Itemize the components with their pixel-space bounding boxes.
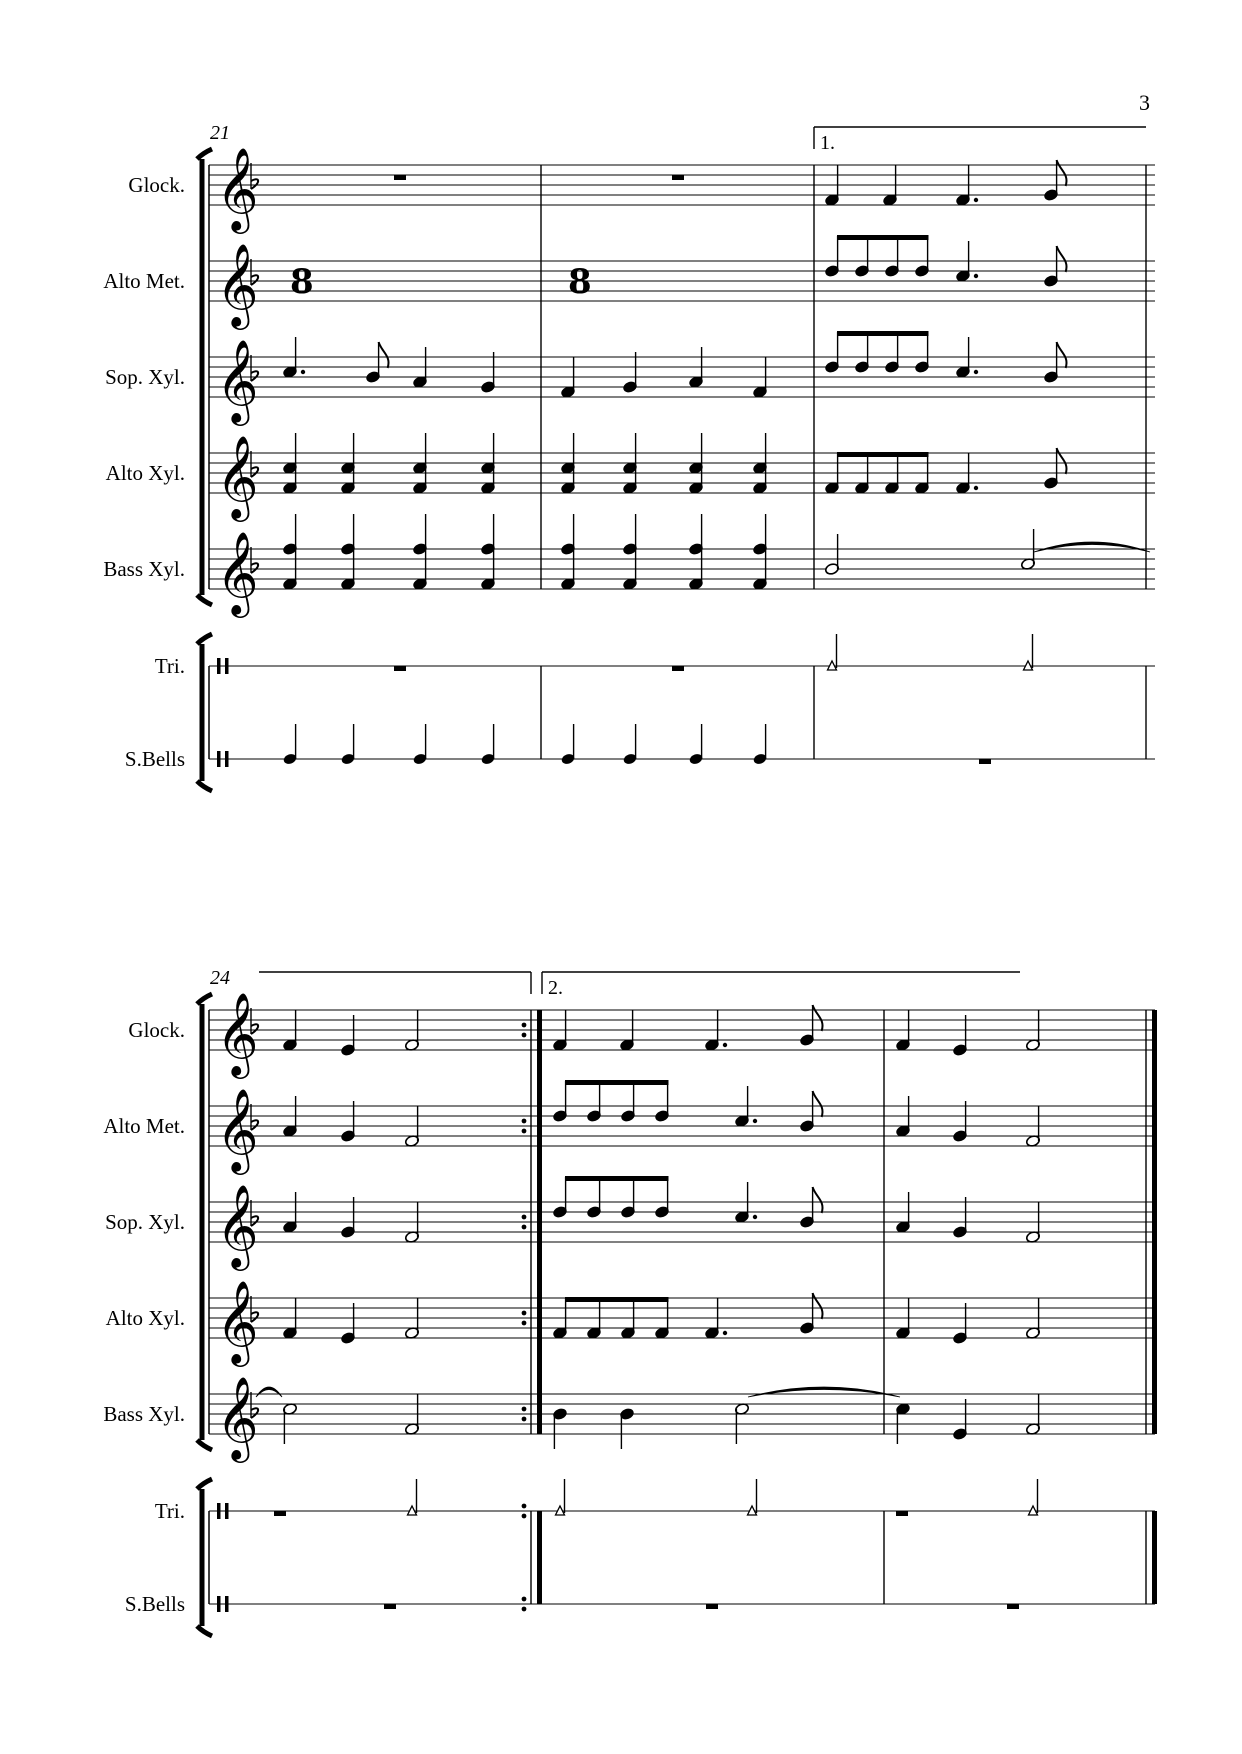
- half-rest: [384, 1604, 396, 1609]
- repeat-dot: [522, 1407, 527, 1412]
- instrument-name: Alto Xyl.: [105, 1306, 185, 1330]
- note-flag: [813, 1187, 823, 1213]
- treble-clef: 𝄞: [216, 991, 259, 1075]
- note-beam: [565, 1080, 669, 1085]
- treble-clef: 𝄞: [216, 338, 259, 422]
- half-rest: [394, 666, 406, 671]
- percussion-clef-bar: [217, 1596, 221, 1612]
- augmentation-dot: [301, 370, 305, 374]
- instrument-name: Alto Xyl.: [105, 461, 185, 485]
- percussion-clef-bar: [225, 1503, 229, 1519]
- repeat-dot: [522, 1607, 527, 1612]
- instrument-name: Sop. Xyl.: [105, 1210, 185, 1234]
- percussion-clef-bar: [217, 658, 221, 674]
- note-beam: [565, 1176, 669, 1181]
- half-rest: [672, 666, 684, 671]
- percussion-clef-bar: [225, 1596, 229, 1612]
- percussion-clef-bar: [217, 1503, 221, 1519]
- instrument-name: Alto Met.: [103, 1114, 185, 1138]
- whole-rest: [672, 175, 684, 180]
- multirest-count: 8: [290, 262, 314, 302]
- note-beam: [837, 235, 929, 240]
- instrument-name: Tri.: [154, 1499, 185, 1523]
- instrument-name: Tri.: [154, 654, 185, 678]
- half-rest: [979, 759, 991, 764]
- instrument-name: S.Bells: [124, 1592, 185, 1616]
- note-flag: [1057, 448, 1067, 474]
- augmentation-dot: [974, 198, 978, 202]
- thick-barline: [537, 1010, 542, 1434]
- instrument-name: Bass Xyl.: [103, 1402, 185, 1426]
- note-beam: [837, 452, 929, 457]
- instrument-name: S.Bells: [124, 747, 185, 771]
- augmentation-dot: [974, 370, 978, 374]
- note-flag: [379, 342, 389, 368]
- repeat-dot: [522, 1119, 527, 1124]
- measure-number: 21: [210, 122, 230, 144]
- note-flag: [813, 1091, 823, 1117]
- repeat-dot: [522, 1514, 527, 1519]
- instrument-name: Bass Xyl.: [103, 557, 185, 581]
- treble-clef: 𝄞: [216, 1279, 259, 1363]
- repeat-dot: [522, 1417, 527, 1422]
- note-flag: [813, 1293, 823, 1319]
- repeat-dot: [522, 1129, 527, 1134]
- augmentation-dot: [974, 274, 978, 278]
- augmentation-dot: [974, 486, 978, 490]
- augmentation-dot: [723, 1043, 727, 1047]
- repeat-dot: [522, 1321, 527, 1326]
- percussion-clef-bar: [217, 751, 221, 767]
- measure-number: 24: [210, 967, 230, 989]
- treble-clef: 𝄞: [216, 146, 259, 230]
- augmentation-dot: [753, 1119, 757, 1123]
- treble-clef: 𝄞: [216, 242, 259, 326]
- tie: [748, 1387, 900, 1397]
- note-flag: [1057, 160, 1067, 186]
- volta-label: 2.: [548, 977, 563, 999]
- note-beam: [565, 1297, 669, 1302]
- thick-barline: [1152, 1511, 1157, 1604]
- repeat-dot: [522, 1504, 527, 1509]
- thick-barline: [1152, 1010, 1157, 1434]
- percussion-clef-bar: [225, 658, 229, 674]
- repeat-dot: [522, 1597, 527, 1602]
- half-rest: [274, 1511, 286, 1516]
- tie: [1034, 542, 1150, 552]
- repeat-dot: [522, 1215, 527, 1220]
- tie: [256, 1387, 282, 1397]
- system-2: [103, 967, 1157, 1636]
- page-number: 3: [1139, 90, 1150, 115]
- half-rest: [1007, 1604, 1019, 1609]
- treble-clef: 𝄞: [216, 434, 259, 518]
- augmentation-dot: [723, 1331, 727, 1335]
- note-flag: [813, 1005, 823, 1031]
- treble-clef: 𝄞: [216, 1183, 259, 1267]
- treble-clef: 𝄞: [216, 1375, 259, 1459]
- augmentation-dot: [753, 1215, 757, 1219]
- instrument-name: Glock.: [128, 1018, 185, 1042]
- instrument-name: Alto Met.: [103, 269, 185, 293]
- treble-clef: 𝄞: [216, 530, 259, 614]
- half-rest: [896, 1511, 908, 1516]
- multirest-count: 8: [568, 262, 592, 302]
- half-rest: [706, 1604, 718, 1609]
- thick-barline: [537, 1511, 542, 1604]
- repeat-dot: [522, 1033, 527, 1038]
- repeat-dot: [522, 1225, 527, 1230]
- whole-rest: [394, 175, 406, 180]
- instrument-name: Sop. Xyl.: [105, 365, 185, 389]
- note-flag: [1057, 246, 1067, 272]
- treble-clef: 𝄞: [216, 1087, 259, 1171]
- volta-label: 1.: [820, 132, 835, 154]
- repeat-dot: [522, 1311, 527, 1316]
- instrument-name: Glock.: [128, 173, 185, 197]
- system-1: [103, 122, 1155, 791]
- note-beam: [837, 331, 929, 336]
- repeat-dot: [522, 1023, 527, 1028]
- note-flag: [1057, 342, 1067, 368]
- percussion-clef-bar: [225, 751, 229, 767]
